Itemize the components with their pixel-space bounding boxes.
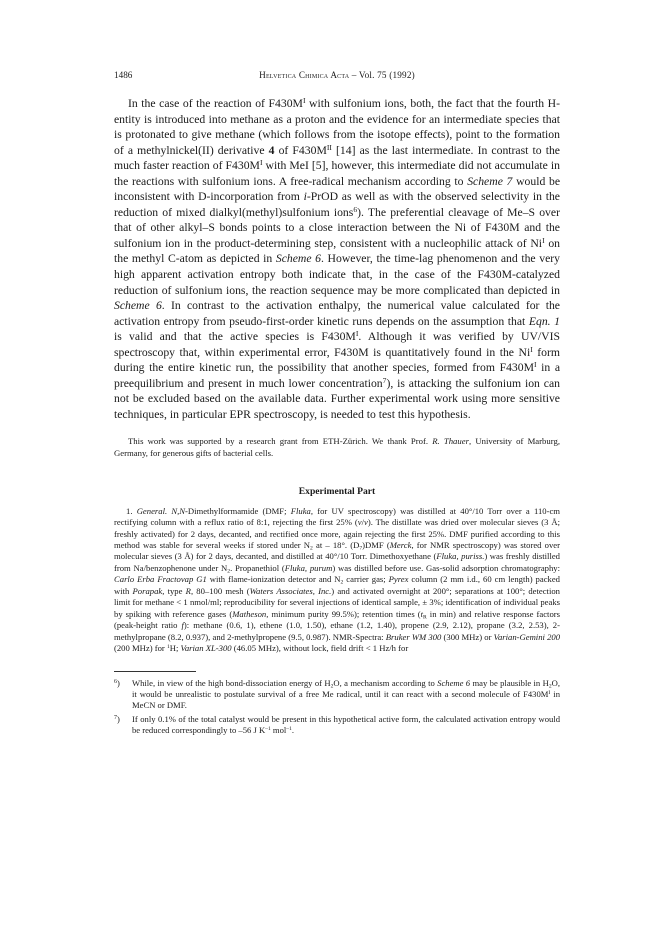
section-title: Experimental Part <box>298 485 376 497</box>
running-header <box>114 70 560 86</box>
journal-title: Helvetica Chimica Acta – Vol. 75 (1992) <box>259 70 415 80</box>
footnote-mark: $^6$) <box>114 677 120 688</box>
experimental-paragraph: 1. General. N,N-Dimethylformamide (DMF; Fluka, for UV spectroscopy) was distilled at 40°/10 Torr over a 110-cm rectifying column with a reflux ratio of 8:1, rejecting the first 25% (v/v). The distillate was dried over molecular sieves (3 Å; freshly activated) for 2 days, decanted, and rectified once more, again rejecting the first 25%. DMF purified according to this method was stable for several weeks if stored under $N_2$ at – 18°. $(D_7)DMF$ (Merck, for NMR spectroscopy) was stored over molecular sieves (3 Å) for 2 days, decanted, and distilled at 40°/10 Torr. Dimethoxyethane (Fluka, puriss.) was freshly distilled from Na/benzophenone under $N_2$. Propanethiol (Fluka, purum) was distilled before use. Gas-solid adsorption chromatography: Carlo Erba Fractovap G1 with flame-ionization detector and $N_2$ carrier gas; Pyrex column (2 mm i.d., 60 cm length) packed with Porapak, type R, 80–100 mesh (Waters Associates, Inc.) and activated overnight at 200°; separations at 100°; detection limit for methane < 1 nmol/ml; reproducibility for several injections of identical sample, ± 3%; identification of individual peaks by spiking with reference gases (Matheson, minimum purity 99.5%); retention times ($t_R$ in min) and relative response factors (peak-height ratio f): methane (0.6, 1), ethene (1.0, 1.50), ethane (1.2, 1.40), propene (2.9, 2.12), propane (3.2, 2.53), 2-methylpropane (8.2, 0.937), and 2-methylpropene (9.5, 0.987). NMR-Spectra: Bruker WM 300 (300 MHz) or Varian-Gemini 200 (200 MHz) for $^1$H; Varian XL-300 (46.05 MHz), without lock, field drift < 1 Hz/h for <box>114 505 561 654</box>
page-number: 1486 <box>114 70 133 80</box>
footnote-text: While, in view of the high bond-dissociation energy of $H_2O$, a mechanism according to Scheme 6 may be plausible in $H_2O$, it would be unrealistic to postulate survival of a free Me radical, until it can react with a second molecule of $F430M^I$ in MeCN or DMF. <box>132 677 560 710</box>
journal-page <box>114 70 560 739</box>
footnote-rule <box>114 671 196 672</box>
acknowledgement: This work was supported by a research grant from ETH-Zürich. We thank Prof. R. Thauer, University of Marburg, Germany, for generous gifts of bacterial cells. <box>114 436 560 459</box>
footnote-7 <box>114 714 560 736</box>
body-paragraph: In the case of the reaction of $F430M^I$ with sulfonium ions, both, the fact that the fourth H-entity is introduced into methane as a proton and the evidence for an intermediate species that is protonated to give methane (which follows from the isotope effects), point to the formation of a methylnickel(II) derivative 4 of $F430M^{II}$ [14] as the last intermediate. In contrast to the much faster reaction of $F430M^I$ with MeI [5], however, this intermediate did not accumulate in the reactions with sulfonium ions. A free-radical mechanism according to Scheme 7 would be inconsistent with D-incorporation from i-PrOD as well as with the observed selectivity in the reduction of mixed dialkyl(methyl)sulfonium ions$^6$). The preferential cleavage of Me–S over that of other alkyl–S bonds points to a close interaction between the Ni of F430M and the sulfonium ion in the product-determining step, consistent with a nucleophilic attack of $Ni^I$ on the methyl C-atom as depicted in Scheme 6. However, the time-lag phenomenon and the very high apparent activation entropy both indicate that, in the case of the F430M-catalyzed reduction of sulfonium ions, the reaction sequence may be more complicated than depicted in Scheme 6. In contrast to the activation enthalpy, the numerical value calculated for the activation entropy from pseudo-first-order kinetic runs depends on the assumption that Eqn. 1 is valid and that the active species is $F430M^I$. Although it was verified by UV/VIS spectroscopy that, within experimental error, F430M is quantitatively found in the $Ni^I$ form during the entire kinetic run, the possibility that another species, formed from $F430M^I$ in a preequilibrium and present in much lower concentration$^7$), is attacking the sulfonium ion can not be excluded based on the available data. Further experimental work using more sensitive techniques, in particular EPR spectroscopy, is needed to test this hypothesis. <box>114 96 561 421</box>
footnotes <box>114 678 560 736</box>
footnote-mark: $^7$) <box>114 713 120 724</box>
footnote-6 <box>114 678 560 711</box>
footnote-text: If only 0.1% of the total catalyst would be present in this hypothetical active form, the calculated activation entropy would be reduced correspondingly to –56 J $K^{-1}$ mol$^{-1}$. <box>132 713 560 735</box>
